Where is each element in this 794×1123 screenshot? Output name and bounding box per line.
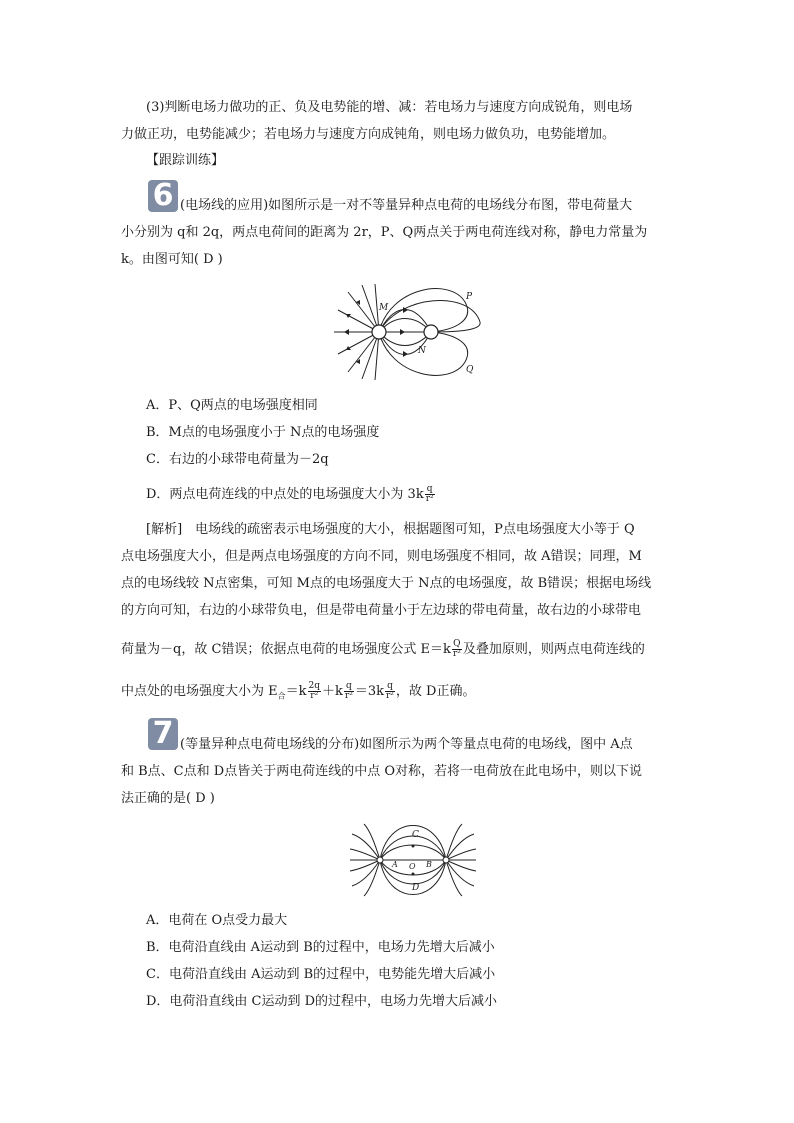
fraction: $\frac{q}{\text{r²}}$: [385, 681, 394, 701]
section-heading: 【跟踪训练】: [146, 153, 225, 168]
q7-option-c: C．电荷沿直线由 A运动到 B的过程中，电势能先增大后减小: [146, 967, 496, 982]
q6-analysis-2: 点电场强度大小，但是两点电场强度的方向不同，则电场强度不相同，故 A错误；同理，M: [121, 549, 642, 564]
q6-line-2: 小分别为 q和 2q，两点电荷间的距离为 2r，P、Q两点关于两电荷连线对称，静电力常量为: [121, 225, 648, 240]
label-o: O: [409, 862, 416, 871]
q6-option-a: A．P、Q两点的电场强度相同: [146, 398, 318, 413]
q6-analysis-5: 荷量为－q，故 C错误；依据点电荷的电场强度公式 E＝k $\frac{Q}{\text{r²}}$ 及叠加原则，则两点电荷连线的: [121, 639, 645, 659]
q7-line-3: 法正确的是( D ): [121, 791, 215, 806]
intro-line-1: (3)判断电场力做功的正、负及电势能的增、减：若电场力与速度方向成锐角，则电场: [146, 100, 633, 115]
fraction: $\frac{q}{\text{r²}}$: [425, 484, 434, 504]
q7-option-d: D．电荷沿直线由 C运动到 D的过程中，电场力先增大后减小: [146, 994, 498, 1009]
q7-option-b: B．电荷沿直线由 A运动到 B的过程中，电场力先增大后减小: [146, 940, 495, 955]
question-7-badge: 7: [148, 718, 178, 750]
q6-line-3: k。由图可知( D ): [121, 252, 223, 267]
q6-analysis-3: 点的电场线较 N点密集，可知 M点的电场强度大于 N点的电场强度，故 B错误；根据电场线: [121, 576, 652, 591]
label-a: A: [392, 860, 398, 869]
q6-field-line-figure: [330, 282, 490, 384]
label-m: M: [379, 303, 389, 313]
intro-line-2: 力做正功，电势能减少；若电场力与速度方向成钝角，则电场力做负功，电势能增加。: [121, 127, 616, 142]
label-n: N: [418, 346, 426, 356]
q7-line-1: (等量异种点电荷电场线的分布)如图所示为两个等量点电荷的电场线，图中 A点: [180, 737, 633, 752]
q6-analysis-4: 的方向可知，右边的小球带负电，但是带电荷量小于左边球的带电荷量，故右边的小球带电: [121, 603, 642, 618]
fraction: $\frac{q}{\text{r²}}$: [344, 681, 353, 701]
q7-line-2: 和 B点、C点和 D点皆关于两电荷连线的中点 O对称，若将一电荷放在此电场中，则以下说: [121, 764, 642, 779]
q6-line-1: (电场线的应用)如图所示是一对不等量异种点电荷的电场线分布图，带电荷量大: [180, 198, 633, 213]
q6-option-b: B．M点的电场强度小于 N点的电场强度: [146, 425, 380, 440]
fraction: $\frac{2q}{\text{r²}}$: [308, 681, 321, 701]
q6-option-c: C．右边的小球带电荷量为－2q: [146, 452, 329, 467]
q7-field-line-figure: [348, 822, 478, 898]
q6-analysis-6: 中点处的电场强度大小为 $E_合=k$ $\frac{2q}{\text{r²}}$ ＋k $\frac{q}{\text{r²}}$ ＝3k $\frac{q}{\text{r²}}$ ，故 D正确。: [121, 681, 476, 701]
label-q: Q: [466, 365, 474, 375]
label-d: D: [412, 883, 420, 893]
label-c: C: [412, 830, 419, 840]
label-p: P: [466, 292, 473, 302]
label-b: B: [426, 860, 432, 869]
q6-analysis-1: [解析] 电场线的疏密表示电场强度的大小，根据题图可知，P点电场强度大小等于 Q: [146, 522, 635, 537]
q6-option-d: D．两点电荷连线的中点处的电场强度大小为 3k $\frac{q}{\text{r²}}$: [146, 484, 434, 504]
q7-option-a: A．电荷在 O点受力最大: [146, 913, 288, 928]
fraction: $\frac{Q}{\text{r²}}$: [452, 639, 461, 659]
question-6-badge: 6: [148, 180, 178, 212]
